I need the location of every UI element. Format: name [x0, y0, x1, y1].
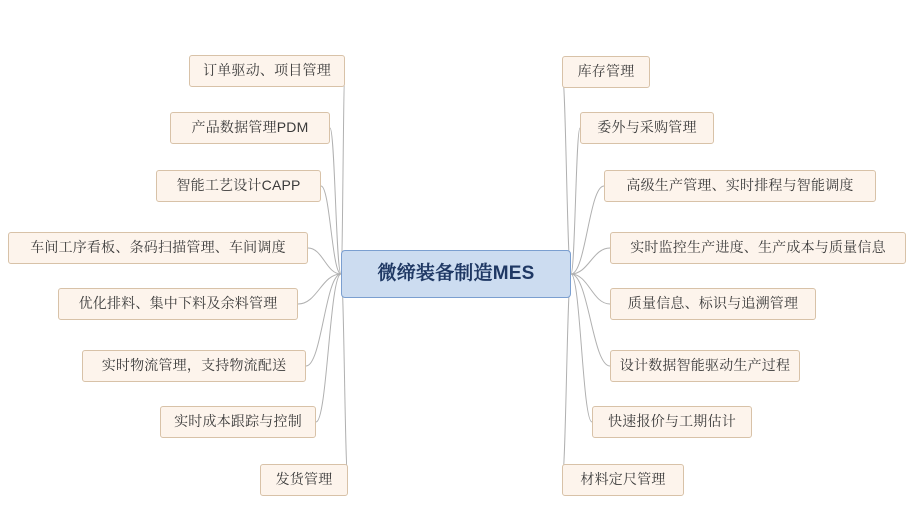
branch-node-right-3[interactable]: [604, 170, 876, 202]
branch-node-label: 实时物流管理，支持物流配送: [101, 357, 287, 374]
branch-node-label: 订单驱动、项目管理: [203, 62, 331, 79]
branch-node-label: 材料定尺管理: [580, 471, 666, 488]
connector-right-1: [562, 72, 571, 274]
branch-node-label: 库存管理: [577, 63, 635, 80]
connector-right-2: [571, 128, 580, 274]
connector-right-8: [562, 274, 571, 480]
branch-node-label: 质量信息、标识与追溯管理: [627, 295, 799, 312]
connector-left-7: [316, 274, 341, 422]
branch-node-right-2[interactable]: [580, 112, 714, 144]
branch-node-label: 快速报价与工期估计: [608, 413, 736, 430]
connector-left-3: [321, 186, 341, 274]
connector-right-5: [571, 274, 610, 304]
branch-node-label: 设计数据智能驱动生产过程: [619, 357, 791, 374]
branch-node-right-5[interactable]: [610, 288, 816, 320]
center-node-label: 微缔装备制造MES: [377, 262, 535, 284]
branch-node-label: 高级生产管理、实时排程与智能调度: [626, 177, 854, 194]
connector-left-6: [306, 274, 341, 366]
connector-right-6: [571, 274, 610, 366]
connector-right-3: [571, 186, 604, 274]
branch-node-left-6[interactable]: [82, 350, 306, 382]
branch-node-label: 车间工序看板、条码扫描管理、车间调度: [30, 239, 286, 256]
branch-node-right-1[interactable]: [562, 56, 650, 88]
branch-node-right-6[interactable]: [610, 350, 800, 382]
connector-right-7: [571, 274, 592, 422]
branch-node-left-4[interactable]: [8, 232, 308, 264]
branch-node-left-8[interactable]: [260, 464, 348, 496]
branch-node-left-7[interactable]: [160, 406, 316, 438]
branch-node-label: 实时监控生产进度、生产成本与质量信息: [630, 239, 886, 256]
branch-node-label: 优化排料、集中下料及余料管理: [78, 295, 278, 312]
branch-node-left-3[interactable]: [156, 170, 321, 202]
connector-left-8: [341, 274, 348, 480]
center-node[interactable]: [341, 250, 571, 298]
branch-node-right-7[interactable]: [592, 406, 752, 438]
connector-left-4: [308, 248, 341, 274]
connector-left-2: [330, 128, 341, 274]
branch-node-left-5[interactable]: [58, 288, 298, 320]
branch-node-label: 智能工艺设计CAPP: [176, 177, 301, 194]
branch-node-right-8[interactable]: [562, 464, 684, 496]
connector-left-1: [341, 71, 345, 274]
branch-node-left-2[interactable]: [170, 112, 330, 144]
branch-node-label: 实时成本跟踪与控制: [174, 413, 302, 430]
branch-node-label: 发货管理: [275, 471, 333, 488]
branch-node-label: 委外与采购管理: [597, 119, 697, 136]
branch-node-label: 产品数据管理PDM: [191, 119, 309, 136]
branch-node-left-1[interactable]: [189, 55, 345, 87]
connector-left-5: [298, 274, 341, 304]
connector-right-4: [571, 248, 610, 274]
branch-node-right-4[interactable]: [610, 232, 906, 264]
